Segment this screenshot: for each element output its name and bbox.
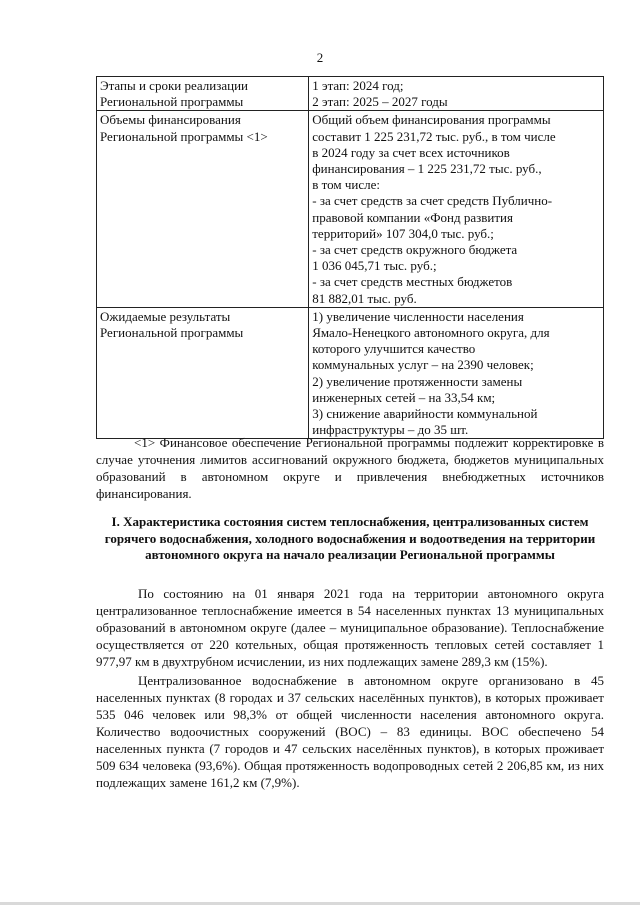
label-line: Региональной программы bbox=[100, 325, 244, 341]
value-line: финансирования – 1 225 231,72 тыс. руб., bbox=[312, 161, 542, 177]
value-line: - за счет средств окружного бюджета bbox=[312, 242, 518, 258]
value-line: 1 036 045,71 тыс. руб.; bbox=[312, 258, 437, 274]
label-line: Региональной программы bbox=[100, 94, 244, 110]
section-body bbox=[96, 585, 604, 791]
value-line: составит 1 225 231,72 тыс. руб., в том числе bbox=[312, 128, 556, 144]
row-label-cell bbox=[97, 77, 309, 111]
paragraph: По состоянию на 01 января 2021 года на территории автономного округа централизованное теплоснабжение имеется в 54 населенных пунктах 13 муниципальных образований в автономном округе (далее – муниципальное образование). Теплоснабжение осуществляется от 220 котельных, общая протяженность тепловых сетей составляет 1 977,97 км в двухтрубном исчислении, из них подлежащих замене 289,3 км (15%). bbox=[96, 586, 604, 669]
value-line: 1 этап: 2024 год; bbox=[312, 78, 404, 93]
value-line: 3) снижение аварийности коммунальной bbox=[312, 406, 538, 422]
table-row bbox=[97, 111, 604, 307]
table-row bbox=[97, 77, 604, 111]
label-line: Региональной программы <1> bbox=[100, 128, 268, 144]
value-line: инженерных сетей – на 33,54 км; bbox=[312, 389, 496, 405]
value-line: 2) увеличение протяженности замены bbox=[312, 373, 523, 389]
value-line: в том числе: bbox=[312, 177, 381, 193]
funding-footnote bbox=[96, 434, 604, 502]
row-label-cell bbox=[97, 307, 309, 439]
value-line: 1) увеличение численности населения bbox=[312, 308, 524, 324]
value-line: Ямало-Ненецкого автономного округа, для bbox=[312, 325, 550, 341]
footnote-text: <1> Финансовое обеспечение Региональной программы подлежит корректировке в случае уточнения лимитов ассигнований окружного бюджета, бюджетов муниципальных образований в автономном округе и привлечения внебюджетных источников финансирования. bbox=[96, 435, 604, 501]
value-line: которого улучшится качество bbox=[312, 341, 476, 357]
label-line: Ожидаемые результаты bbox=[100, 308, 231, 324]
value-line: правовой компании «Фонд развития bbox=[312, 209, 513, 225]
value-line: - за счет средств местных бюджетов bbox=[312, 274, 513, 290]
row-value-cell bbox=[309, 77, 604, 111]
row-value-cell bbox=[309, 111, 604, 307]
paragraph: Централизованное водоснабжение в автономном округе организовано в 45 населенных пунктах (8 городах и 37 сельских населённых пунктов), в которых проживает 535 046 человек или 98,3% от общей численности населения автономного округа. Количество водоочистных сооружений (ВОС) – 83 единицы. ВОС обеспечено 54 населенных пункта (7 городов и 47 сельских населённых пунктов), в которых проживает 509 634 человека (93,6%). Общая протяженность водопроводных сетей 2 206,85 км, из них подлежащих замене 161,2 км (7,9%). bbox=[96, 673, 604, 790]
page-number: 2 bbox=[316, 50, 324, 65]
section-heading: I. Характеристика состояния систем теплоснабжения, централизованных систем горячего водоснабжения, холодного водоснабжения и водоотведения на территории автономного округа на начало реализации Региональной программы bbox=[104, 514, 596, 562]
value-line: Общий объем финансирования программы bbox=[312, 112, 551, 128]
value-line: коммунальных услуг – на 2390 человек; bbox=[312, 357, 534, 373]
value-line: - за счет средств за счет средств Публично- bbox=[312, 193, 553, 209]
label-line: Этапы и сроки реализации bbox=[100, 78, 248, 93]
value-line: 81 882,01 тыс. руб. bbox=[312, 290, 417, 306]
program-passport-table bbox=[96, 76, 604, 439]
value-line: 2 этап: 2025 – 2027 годы bbox=[312, 94, 448, 110]
table-row bbox=[97, 307, 604, 439]
value-line: территорий» 107 304,0 тыс. руб.; bbox=[312, 225, 494, 241]
row-value-cell bbox=[309, 307, 604, 439]
row-label-cell bbox=[97, 111, 309, 307]
value-line: в 2024 году за счет всех источников bbox=[312, 144, 510, 160]
label-line: Объемы финансирования bbox=[100, 112, 241, 128]
value-line: инфраструктуры – до 35 шт. bbox=[312, 422, 469, 438]
